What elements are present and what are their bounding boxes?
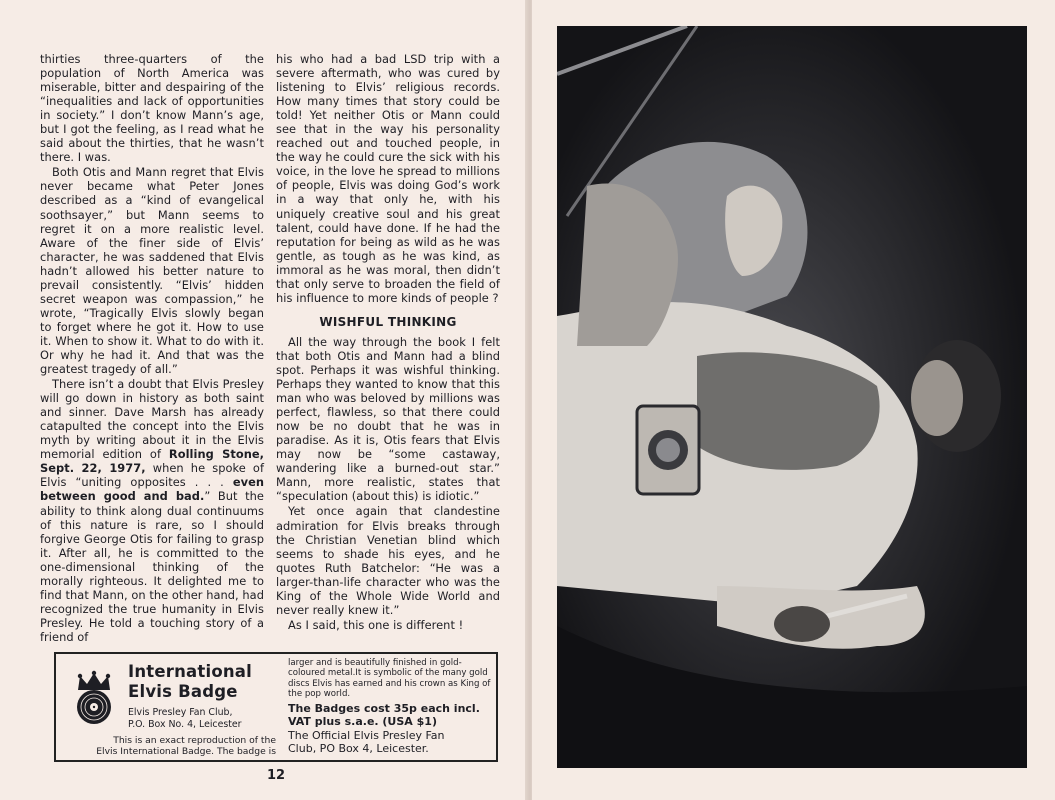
paragraph: Yet once again that clandestine admiration for Elvis breaks through the Christian Venetian blind which seems to shade his eyes, and he quotes Ruth Batchelor: “He was a larger-than-life character who was the King of the Whole Wide World and never really knew it.”: [276, 504, 500, 617]
ad-club-address: Elvis Presley Fan Club, P.O. Box No. 4, Leicester: [128, 707, 242, 730]
paragraph: his who had a bad LSD trip with a severe aftermath, who was cured by listening to Elvis’ religious records. How many times that story could be told! Yet neither Otis or Mann could see that in the way his personality reached out and touched people, in the way he could cure the sick with his voice, in the love he spread to millions of people, Elvis was doing God’s work in a way that only he, with his uniquely creative soul and his great talent, could have done. If he had the reputation for being as wild as he was gentle, as tough as he was kind, as immoral as he was moral, then didn’t that only serve to broaden the field of his influence to more kinds of people ?: [276, 52, 500, 305]
badge-advertisement: [54, 652, 498, 762]
ad-right-panel: [288, 658, 492, 756]
crowned-record-badge-icon: [70, 670, 118, 726]
paragraph: thirties three-quarters of the population of North America was miserable, bitter and despairing of the “inequalities and lack of opportunities in society.” I don’t know Mann’s age, but I got the feeling, as I read what he said about the thirties, that he wasn’t there. I was.: [40, 52, 264, 165]
article-column-1: [40, 52, 264, 645]
ad-description: larger and is beautifully finished in gold-coloured metal.It is symbolic of the many gold discs Elvis has earned and his crown as King of the pop world.: [288, 658, 491, 700]
concert-photo: [557, 26, 1027, 768]
paragraph: As I said, this one is different !: [288, 617, 464, 632]
section-heading: WISHFUL THINKING: [319, 314, 457, 329]
performer-photo-illustration: [557, 26, 1027, 768]
article-column-2: [276, 52, 500, 633]
ad-left-panel: [62, 660, 276, 756]
ad-price: The Badges cost 35p each incl. VAT plus s.a.e. (USA $1): [288, 701, 480, 729]
page-number: 12: [267, 768, 286, 783]
ad-reproduction-note: This is an exact reproduction of the Elvis International Badge. The badge is: [96, 735, 276, 757]
ad-title: International Elvis Badge: [128, 662, 252, 701]
publication-name: Rolling Stone,: [168, 447, 265, 462]
ad-contact: The Official Elvis Presley Fan Club, PO Box 4, Leicester.: [288, 728, 445, 756]
paragraph: Both Otis and Mann regret that Elvis never became what Peter Jones described as a “kind of evangelical soothsayer,” but Mann seems to regret it on a more realistic level. Aware of the finer side of Elvis’ character, he was saddened that Elvis hadn’t allowed his better nature to prevail consistently. “Elvis’ hidden secret weapon was compassion,” he wrote, “Tragically Elvis slowly began to forget where he got it. How to use it. When to show it. What to do with it. Or why he had it. And that was the greatest tragedy of all.”: [40, 165, 264, 377]
emphasis-quote: even between good and bad.: [40, 475, 264, 504]
paragraph: All the way through the book I felt that both Otis and Mann had a blind spot. Perhaps it was wishful thinking. Perhaps they wanted to know that this man who was beloved by millions was perfect, flawless, so that there could now be no doubt that he was in paradise. As it is, Otis fears that Elvis may now be “some castaway, wandering like a burned-out star.” Mann, more realistic, states that “speculation (about this) is idiotic.”: [276, 334, 500, 504]
paragraph: There isn’t a doubt that Elvis Presley will go down in history as both saint and sinner. Dave Marsh has already catapulted the concept into the Elvis myth by writing about it in the Elvis memorial edition of Rolling Stone, Sept. 22, 1977, when he spoke of Elvis “uniting opposites . . . even between good and bad.” But the ability to think along dual continuums of this nature is rare, so I should forgive George Otis for failing to grasp it. After all, he is committed to the one-dimensional thinking of the morally righteous. It delighted me to find that Mann, on the other hand, had recognized the true humanity in Elvis Presley. He told a touching story of a friend of: [40, 377, 265, 644]
publication-date: Sept. 22, 1977,: [40, 461, 146, 476]
